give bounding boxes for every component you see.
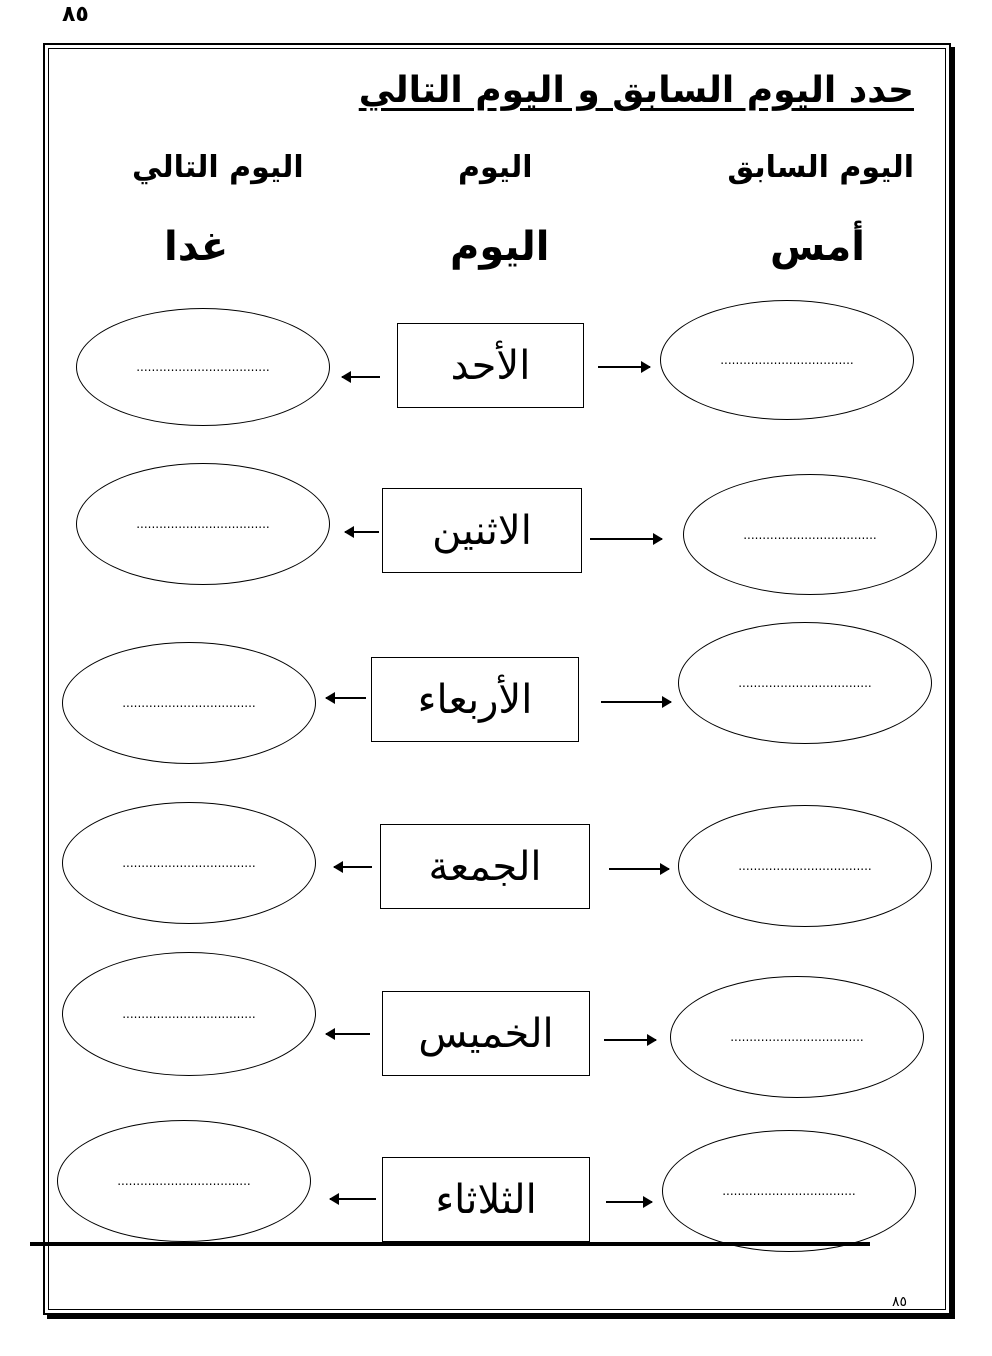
answer-blank: ................................... — [122, 1007, 256, 1021]
header-next-day: اليوم التالي — [132, 150, 304, 185]
arrow-left-icon — [334, 866, 372, 868]
answer-blank: ................................... — [730, 1030, 864, 1044]
previous-day-answer-4[interactable] — [678, 805, 932, 927]
previous-day-answer-5[interactable] — [670, 976, 924, 1098]
next-day-answer-1[interactable] — [76, 308, 330, 426]
example-today: اليوم — [450, 224, 550, 270]
next-day-answer-6[interactable] — [57, 1120, 311, 1242]
next-day-answer-4[interactable] — [62, 802, 316, 924]
previous-day-answer-2[interactable] — [683, 474, 937, 595]
example-yesterday: أمس — [770, 224, 866, 270]
day-box-2 — [382, 488, 582, 573]
answer-blank: ................................... — [117, 1174, 251, 1188]
arrow-right-icon — [609, 868, 669, 870]
answer-blank: ................................... — [136, 517, 270, 531]
next-day-answer-2[interactable] — [76, 463, 330, 585]
day-label: الجمعة — [428, 843, 542, 890]
arrow-left-icon — [345, 531, 379, 533]
previous-day-answer-6[interactable] — [662, 1130, 916, 1252]
answer-blank: ................................... — [122, 696, 256, 710]
arrow-right-icon — [606, 1201, 652, 1203]
arrow-right-icon — [590, 538, 662, 540]
arrow-right-icon — [604, 1039, 656, 1041]
header-previous-day: اليوم السابق — [727, 150, 914, 185]
day-box-4 — [380, 824, 590, 909]
day-label: الخميس — [418, 1010, 554, 1057]
arrow-right-icon — [598, 366, 650, 368]
day-box-6 — [382, 1157, 590, 1242]
day-box-1 — [397, 323, 584, 408]
arrow-left-icon — [342, 376, 380, 378]
arrow-left-icon — [330, 1198, 376, 1200]
previous-day-answer-3[interactable] — [678, 622, 932, 744]
arrow-left-icon — [326, 697, 366, 699]
answer-blank: ................................... — [720, 353, 854, 367]
next-day-answer-5[interactable] — [62, 952, 316, 1076]
answer-blank: ................................... — [136, 360, 270, 374]
day-label: الاثنين — [432, 507, 532, 554]
example-tomorrow: غدا — [164, 224, 229, 270]
header-today: اليوم — [458, 150, 533, 185]
answer-blank: ................................... — [743, 527, 877, 542]
answer-blank: ................................... — [122, 856, 256, 870]
page-number-top: ٨٥ — [62, 2, 89, 27]
answer-blank: ................................... — [722, 1184, 856, 1198]
day-label: الأربعاء — [417, 676, 533, 723]
page-number-bottom: ٨٥ — [892, 1294, 908, 1310]
arrow-left-icon — [326, 1033, 370, 1035]
answer-blank: ................................... — [738, 859, 872, 873]
arrow-right-icon — [601, 701, 671, 703]
bottom-rule — [30, 1242, 870, 1246]
day-label: الثلاثاء — [435, 1176, 537, 1223]
day-box-3 — [371, 657, 579, 742]
previous-day-answer-1[interactable] — [660, 300, 914, 420]
day-box-5 — [382, 991, 590, 1076]
next-day-answer-3[interactable] — [62, 642, 316, 764]
worksheet-title: حدد اليوم السابق و اليوم التالي — [358, 70, 914, 111]
answer-blank: ................................... — [738, 676, 872, 690]
day-label: الأحد — [450, 342, 531, 389]
